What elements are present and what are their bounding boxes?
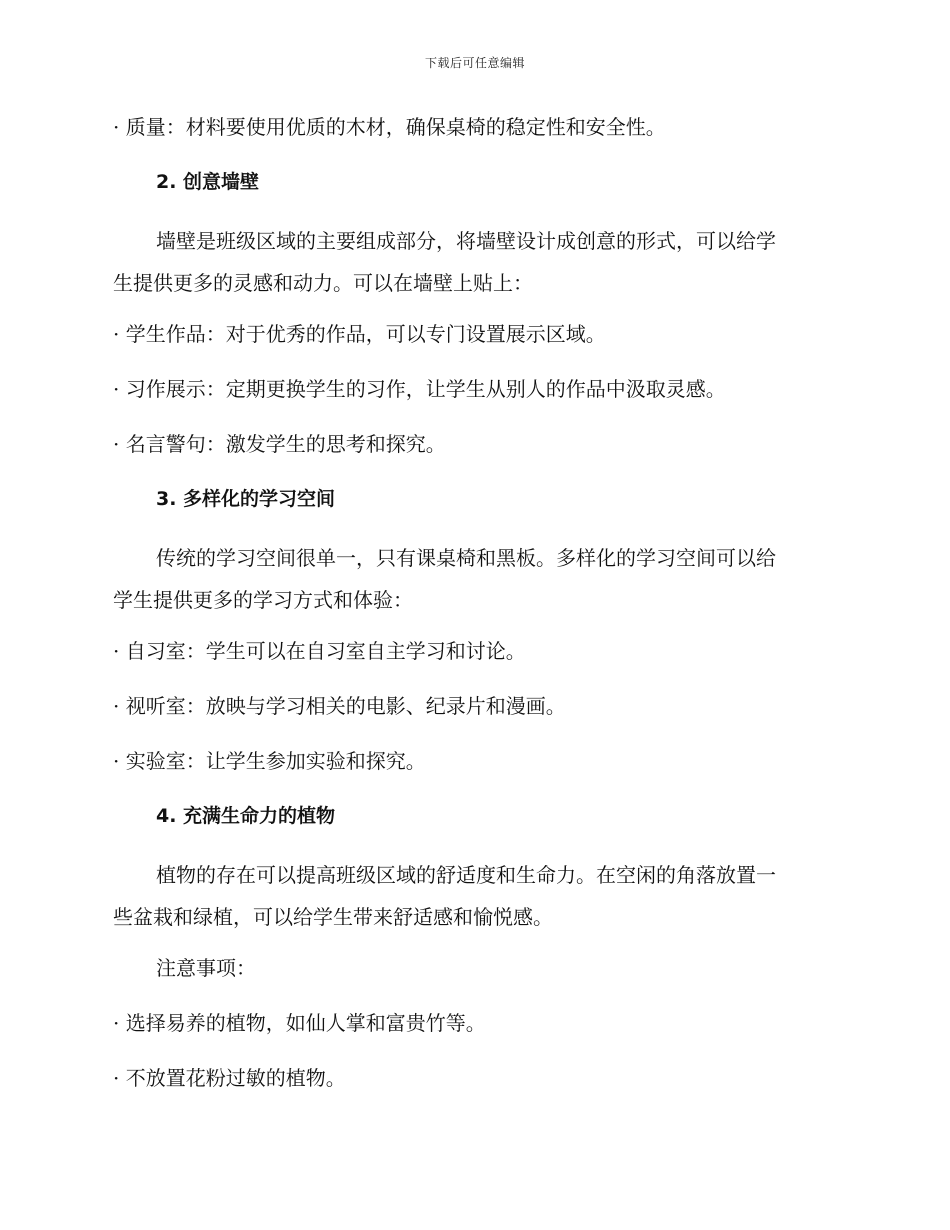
bullet-writing-display: · 习作展示：定期更换学生的习作，让学生从别人的作品中汲取灵感。	[113, 377, 726, 401]
paragraph-plants	[113, 854, 833, 938]
bullet-lab: · 实验室：让学生参加实验和探究。	[113, 749, 426, 773]
section-heading-creative-wall: 2. 创意墙壁	[156, 171, 260, 193]
page-header: 下载后可任意编辑	[424, 56, 525, 70]
paragraph-line: 植物的存在可以提高班级区域的舒适度和生命力。在空闲的角落放置一	[156, 863, 776, 887]
bullet-student-works: · 学生作品：对于优秀的作品，可以专门设置展示区域。	[113, 322, 606, 346]
paragraph-creative-wall	[113, 220, 833, 304]
document-body	[113, 110, 833, 1116]
paragraph-learning-spaces	[113, 537, 833, 621]
bullet-av-room: · 视听室：放映与学习相关的电影、纪录片和漫画。	[113, 694, 566, 718]
bullet-quality: · 质量：材料要使用优质的木材，确保桌椅的稳定性和安全性。	[113, 115, 666, 139]
paragraph-line: 些盆栽和绿植，可以给学生带来舒适感和愉悦感。	[113, 905, 553, 929]
notes-label: 注意事项：	[156, 956, 256, 980]
paragraph-line: 墙壁是班级区域的主要组成部分，将墙壁设计成创意的形式，可以给学	[156, 229, 776, 253]
bullet-study-room: · 自习室：学生可以在自习室自主学习和讨论。	[113, 639, 526, 663]
section-heading-learning-spaces: 3. 多样化的学习空间	[156, 488, 336, 510]
bullet-no-pollen: · 不放置花粉过敏的植物。	[113, 1066, 346, 1090]
paragraph-line: 传统的学习空间很单一，只有课桌椅和黑板。多样化的学习空间可以给	[156, 546, 776, 570]
section-heading-plants: 4. 充满生命力的植物	[156, 805, 336, 827]
bullet-easy-plants: · 选择易养的植物，如仙人掌和富贵竹等。	[113, 1011, 486, 1035]
paragraph-line: 学生提供更多的学习方式和体验：	[113, 588, 413, 612]
paragraph-line: 生提供更多的灵感和动力。可以在墙壁上贴上：	[113, 271, 533, 295]
bullet-quotes: · 名言警句：激发学生的思考和探究。	[113, 432, 446, 456]
